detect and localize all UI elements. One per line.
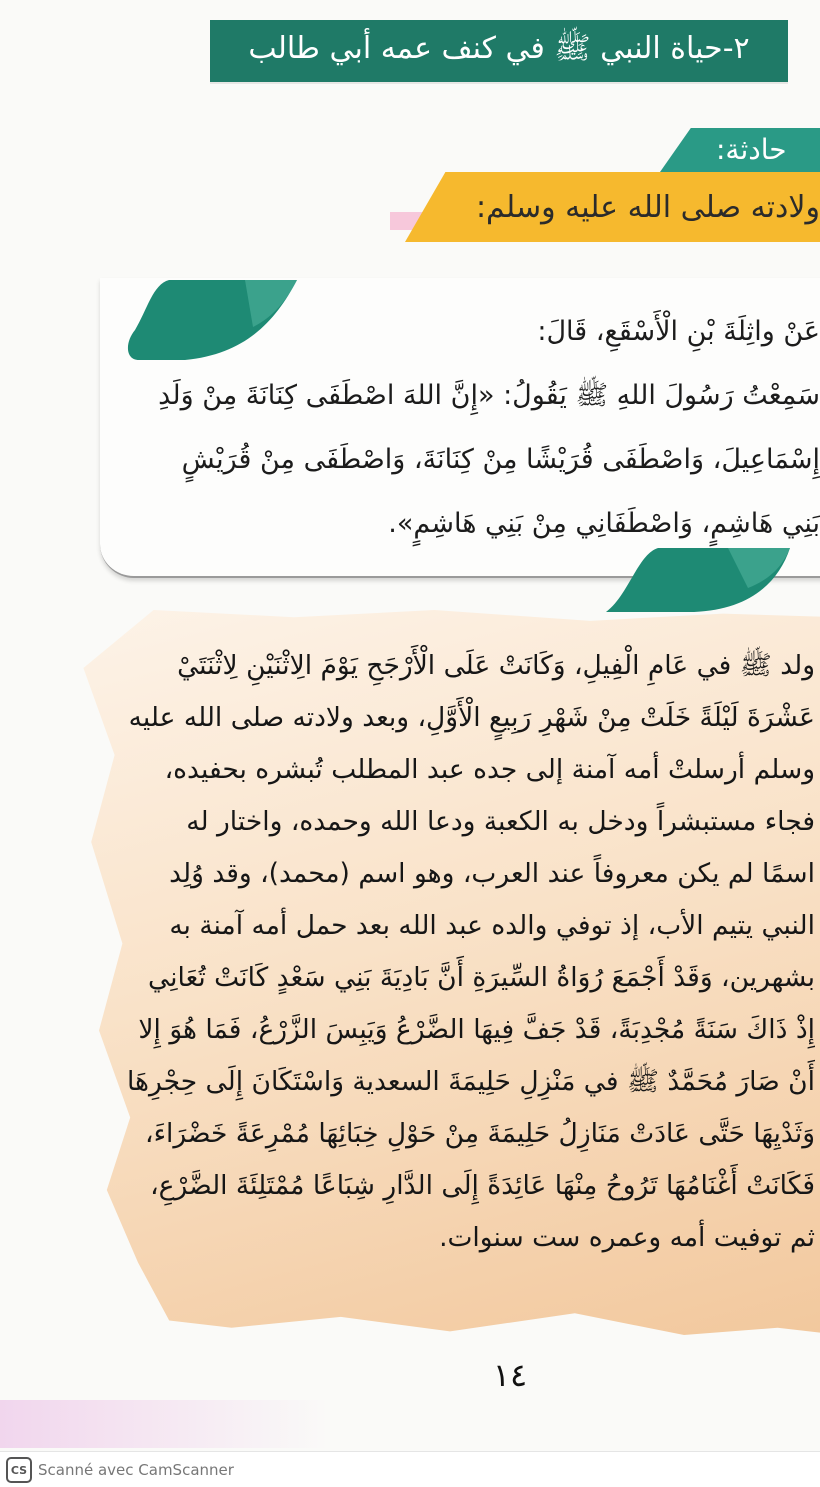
section-subtitle: ولادته صلى الله عليه وسلم: xyxy=(475,190,820,225)
narrative-line: ثم توفيت أمه وعمره ست سنوات. xyxy=(439,1222,815,1253)
section-label: حادثة: xyxy=(716,133,787,166)
camscanner-logo-icon: CS xyxy=(6,1457,32,1483)
page-title: ٢-حياة النبي ﷺ في كنف عمه أبي طالب xyxy=(248,30,750,66)
hadith-line: عَنْ واثِلَةَ بْنِ الْأَسْقَعِ، قَالَ: xyxy=(537,316,820,347)
narrative-line: أَنْ صَارَ مُحَمَّدٌ ﷺ في مَنْزِلِ حَلِيمَةَ السعدية وَاسْتَكَانَ إِلَى حِجْرِهَا xyxy=(126,1066,815,1097)
hadith-line: بَنِي هَاشِمٍ، وَاصْطَفَانِي مِنْ بَنِي هَاشِمٍ». xyxy=(388,508,820,539)
narrative-line: وَثَدْيِهَا حَتَّى عَادَتْ مَنَازِلُ حَلِيمَةَ مِنْ حَوْلِ خِبَائِهَا مُمْرِعَةً خَضْرَاءَ، xyxy=(145,1118,815,1149)
narrative-line: فجاء مستبشراً ودخل به الكعبة ودعا الله وحمده، واختار له xyxy=(186,806,815,837)
narrative-line: فَكَانَتْ أَغْنَامُهَا تَرُوحُ مِنْهَا عَائِدَةً إِلَى الدَّارِ شِبَاعًا مُمْتَلِئَةَ الضَّرْعِ، xyxy=(150,1170,815,1201)
pink-bottom-strip xyxy=(0,1400,330,1448)
page-number: ١٤ xyxy=(492,1356,528,1394)
hadith-line: إِسْمَاعِيلَ، وَاصْطَفَى قُرَيْشًا مِنْ كِنَانَةَ، وَاصْطَفَى مِنْ قُرَيْشٍ xyxy=(181,444,820,475)
narrative-line: النبي يتيم الأب، إذ توفي والده عبد الله بعد حمل أمه آمنة به xyxy=(169,910,815,941)
narrative-line: عَشْرَةَ لَيْلَةً خَلَتْ مِنْ شَهْرِ رَبِيعٍ الْأَوَّلِ، وبعد ولادته صلى الله عليه xyxy=(128,702,815,733)
narrative-line: إِذْ ذَاكَ سَنَةً مُجْدِبَةً، قَدْ جَفَّ فِيهَا الضَّرْعُ وَيَبِسَ الزَّرْعُ، فَمَا هُوَ إِلا xyxy=(138,1014,815,1045)
narrative-line: بشهرين، وَقَدْ أَجْمَعَ رُوَاةُ السِّيرَةِ أَنَّ بَادِيَةَ بَنِي سَعْدٍ كَانَتْ تُعَانِي xyxy=(148,962,815,993)
narrative-line: اسمًا لم يكن معروفاً عند العرب، وهو اسم (محمد)، وقد وُلِد xyxy=(169,858,815,889)
scanner-footer xyxy=(0,1451,820,1487)
hadith-line: سَمِعْتُ رَسُولَ اللهِ ﷺ يَقُولُ: «إِنَّ اللهَ اصْطَفَى كِنَانَةَ مِنْ وَلَدِ xyxy=(158,380,820,411)
hadith-text xyxy=(120,300,820,556)
narrative-text xyxy=(90,640,815,1264)
scanner-watermark-text: Scanné avec CamScanner xyxy=(38,1461,234,1479)
title-banner xyxy=(210,20,788,82)
narrative-line: ولد ﷺ في عَامِ الْفِيلِ، وَكَانَتْ عَلَى الْأَرْجَحِ يَوْمَ الِاثْنَيْنِ لِاثْنَتَيْ xyxy=(177,650,815,681)
narrative-line: وسلم أرسلتْ أمه آمنة إلى جده عبد المطلب تُبشره بحفيده، xyxy=(164,754,815,785)
